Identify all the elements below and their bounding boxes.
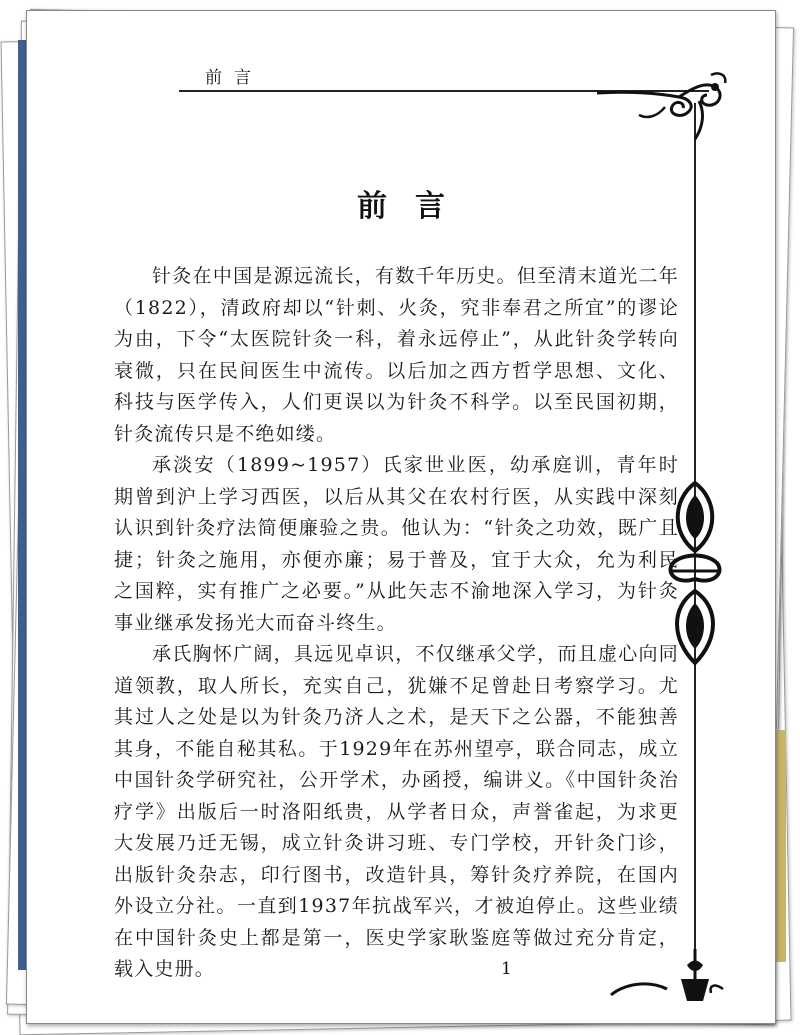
page-title: 前言 — [357, 189, 473, 224]
paragraph-3: 承氏胸怀广阔，具远见卓识，不仅继承父学，而且虚心向同道领教，取人所长，充实自己，犹嫌不足曾赴日考察学习。尤其过人之处是以为针灸乃济人之术，是天下之公器，不能独善其身，不能自秘其私。于1929年在苏州望亭，联合同志，成立中国针灸学研究社，公开学术，办函授，编讲义。《中国针灸治疗学》出版后一时洛阳纸贵，从学者日众，声誉雀起，为求更大发展乃迁无锡，成立针灸讲习班、专门学校，开针灸门诊，出版针灸杂志，印行图书，改造针具，筹针灸疗养院，在国内外设立分社。一直到1937年抗战军兴，才被迫停止。这些业绩在中国针灸史上都是第一，医史学家耿鉴庭等做过充分肯定，载入史册。 — [114, 643, 679, 980]
paragraph-1: 针灸在中国是源远流长，有数千年历史。但至清末道光二年（1822），清政府却以“针刺、火灸，究非奉君之所宜”的谬论为由，下令“太医院针灸一科，着永远停止”，从此针灸学转向衰微，只在民间医生中流传。以后加之西方哲学思想、文化、科技与医学传入，人们更误以为针灸不科学。以至民国初期，针灸流传只是不绝如缕。 — [114, 265, 679, 445]
corner-flourish-ornament — [587, 67, 737, 147]
page-number: 1 — [501, 959, 512, 979]
running-head: 前言 — [205, 68, 263, 88]
paragraph-2: 承淡安（1899~1957）氏家世业医，幼承庭训，青年时期曾到沪上学习西医，以后从其父在农村行医，从实践中深刻认识到针灸疗法简便廉验之贵。他认为：“针灸之功效，既广且捷；针灸之施用，亦便亦廉；易于普及，宜于大众，允为利民之国粹，实有推广之必要。”从此矢志不渝地深入学习，为针灸事业继承发扬光大而奋斗终生。 — [114, 454, 679, 634]
book-page — [26, 10, 776, 1024]
preface-body — [114, 261, 679, 986]
